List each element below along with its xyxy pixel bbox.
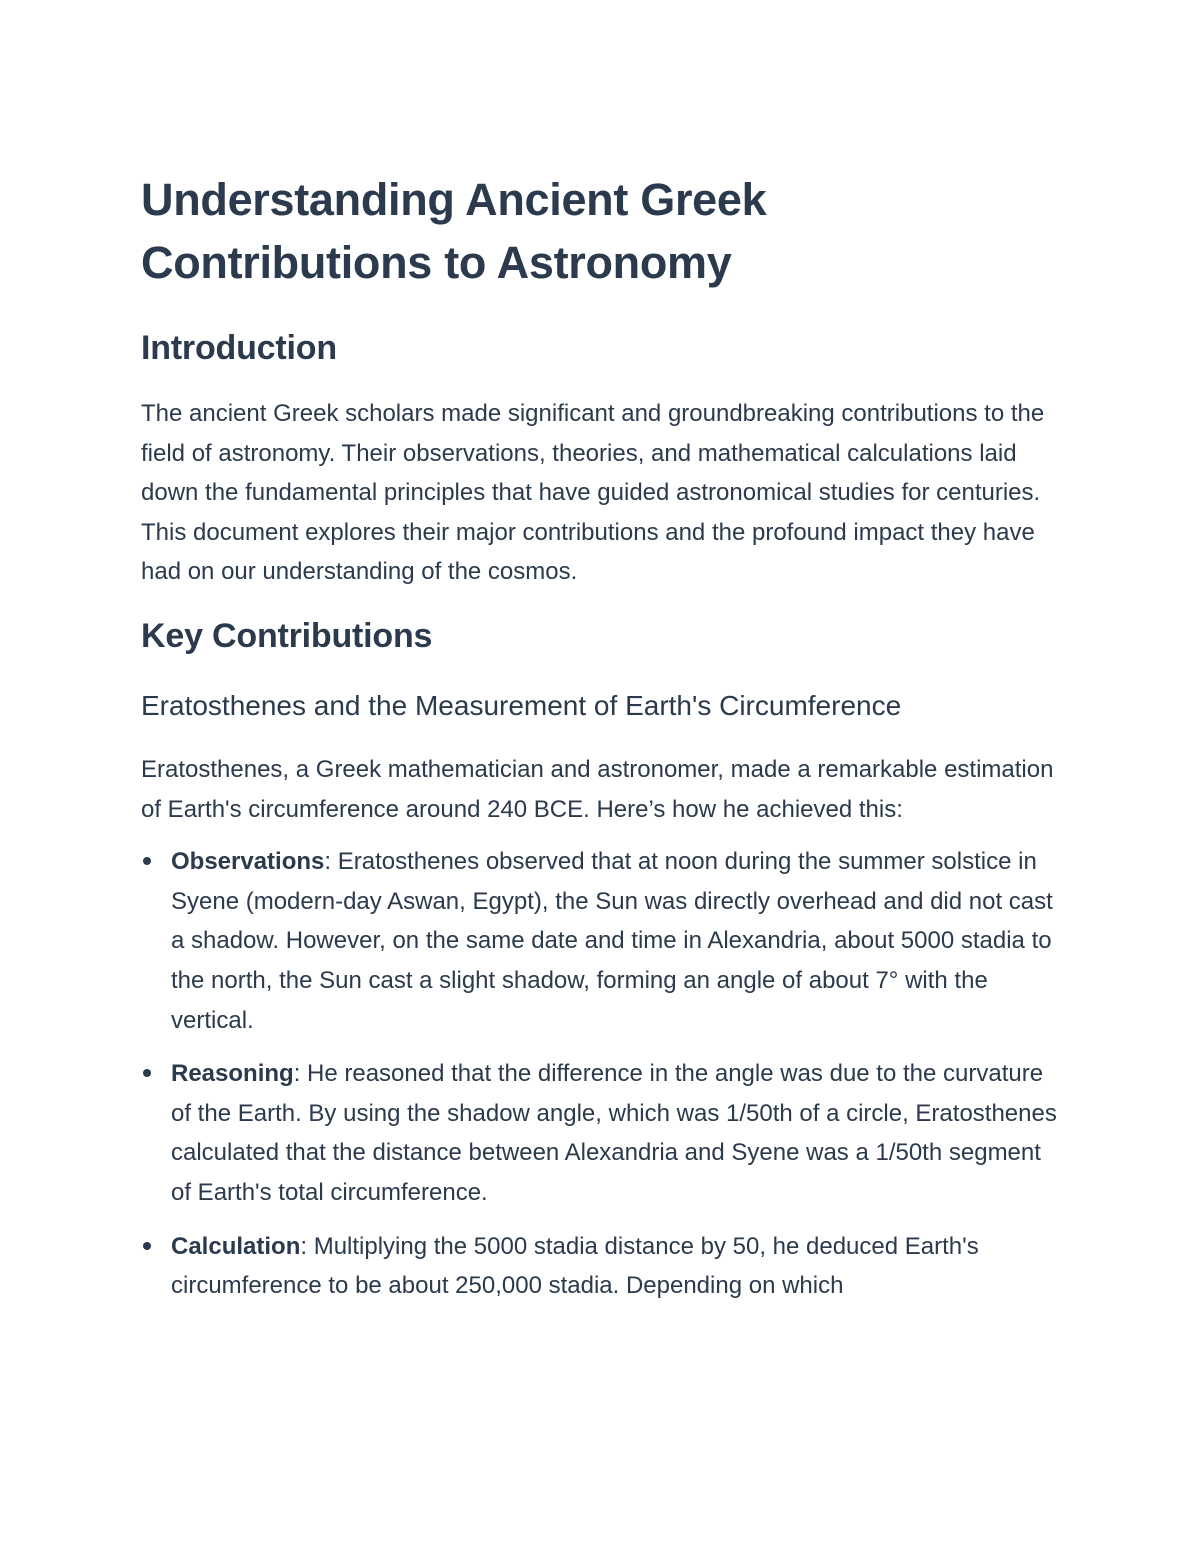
document-page [141,168,1061,1320]
list-item-term: Calculation [171,1232,301,1260]
list-item-calculation [141,1227,1061,1306]
eratosthenes-paragraph: Eratosthenes, a Greek mathematician and astronomer, made a remarkable estimation of Earth's circumference around 240 BCE. Here’s how he achieved this: [141,755,1054,823]
list-item-term: Observations [171,848,325,876]
list-item-text: : He reasoned that the difference in the angle was due to the curvature of the Earth. By using the shadow angle, which was 1/50th of a circle, Eratosthenes calculated that the distance between Alexandria and Syene was a 1/50th segment of Earth's total circumference. [171,1060,1057,1206]
section-heading-introduction: Introduction [141,329,337,367]
list-item-text: : Eratosthenes observed that at noon during the summer solstice in Syene (modern-day Aswan, Egypt), the Sun was directly overhead and did not cast a shadow. However, on the same date and time in Alexandria, about 5000 stadia to the north, the Sun cast a slight shadow, forming an angle of about 7° with the vertical. [171,848,1053,1034]
list-item-observations [141,842,1061,1040]
bullet-icon [143,1242,151,1250]
bullet-icon [143,1069,151,1077]
list-item-reasoning [141,1054,1061,1212]
eratosthenes-list [141,842,1061,1306]
list-item-term: Reasoning [171,1060,294,1088]
intro-paragraph: The ancient Greek scholars made significant and groundbreaking contributions to the field of astronomy. Their observations, theories, and mathematical calculations laid down the fundamental principles that have guided astronomical studies for centuries. This document explores their major contributions and the profound impact they have had on our understanding of the cosmos. [141,400,1045,586]
document-title: Understanding Ancient Greek Contributions to Astronomy [141,174,767,288]
bullet-icon [143,857,151,865]
list-item-text: : Multiplying the 5000 stadia distance by 50, he deduced Earth's circumference to be about 250,000 stadia. Depending on which [171,1232,979,1300]
subsection-heading-eratosthenes: Eratosthenes and the Measurement of Earth's Circumference [141,689,902,721]
section-heading-key-contributions: Key Contributions [141,616,433,655]
